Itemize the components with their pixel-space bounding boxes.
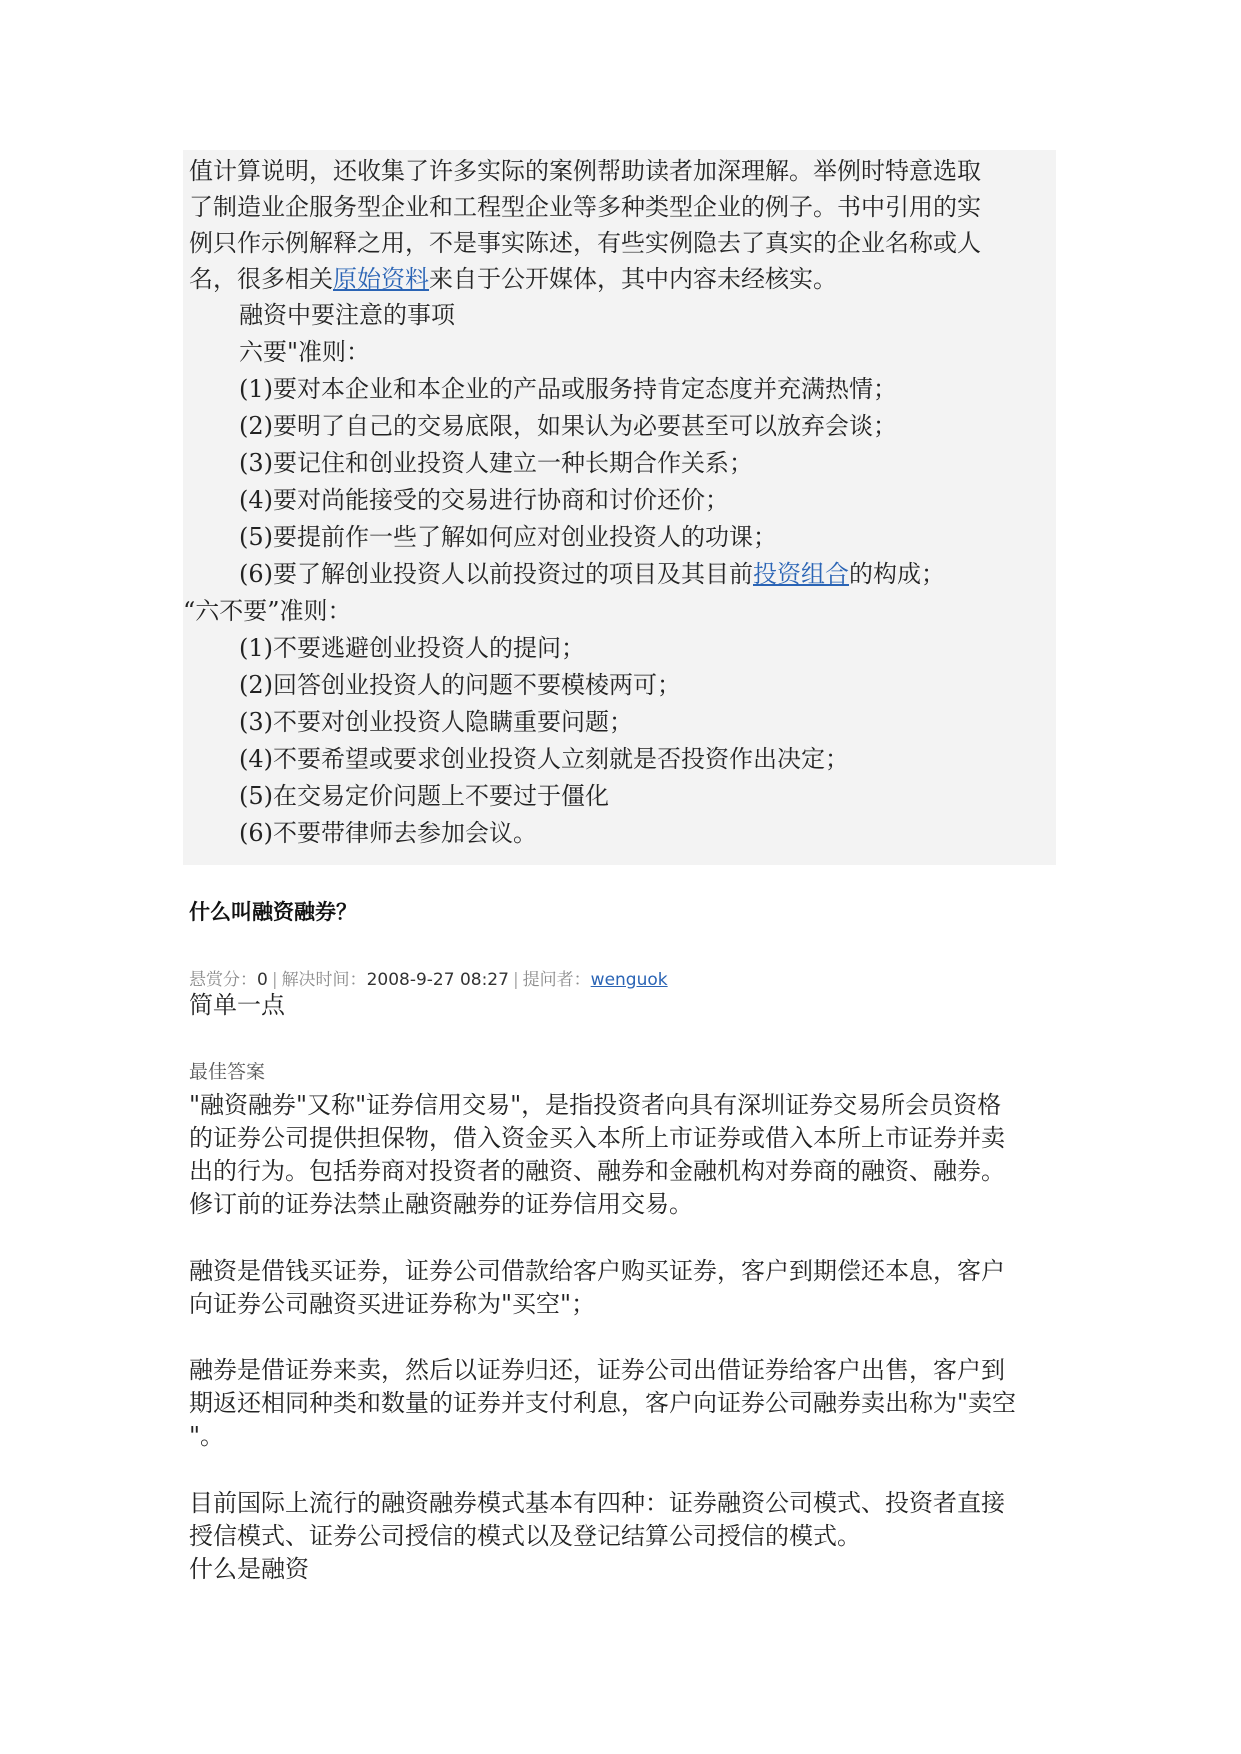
six-do-item: (5)要提前作一些了解如何应对创业投资人的功课；	[239, 523, 777, 551]
six-do-text: 的构成；	[849, 560, 945, 588]
answer-line: 融券是借证券来卖，然后以证券归还，证券公司出借证券给客户出售，客户到	[189, 1356, 1005, 1384]
answer-line: 出的行为。包括券商对投资者的融资、融券和金融机构对券商的融资、融券。	[189, 1157, 1005, 1185]
notes-heading: 融资中要注意的事项	[239, 301, 455, 329]
answer-line: 期返还相同种类和数量的证券并支付利息，客户向证券公司融券卖出称为"卖空	[189, 1389, 1017, 1417]
six-dont-item: (3)不要对创业投资人隐瞒重要问题；	[239, 708, 633, 736]
answer-line: 的证券公司提供担保物，借入资金买入本所上市证券或借入本所上市证券并卖	[189, 1124, 1005, 1152]
answer-line: 目前国际上流行的融资融券模式基本有四种：证券融资公司模式、投资者直接	[189, 1489, 1005, 1517]
six-do-text: (6)要了解创业投资人以前投资过的项目及其目前	[239, 560, 753, 588]
solved-time: 2008-9-27 08:27	[366, 970, 509, 990]
six-dont-title: “六不要”准则：	[183, 597, 352, 625]
six-dont-item: (4)不要希望或要求创业投资人立刻就是否投资作出决定；	[239, 745, 849, 773]
six-dont-item: (5)在交易定价问题上不要过于僵化	[239, 782, 609, 810]
intro-line: 了制造业企服务型企业和工程型企业等多种类型企业的例子。书中引用的实	[189, 193, 981, 221]
six-do-item: (2)要明了自己的交易底限，如果认为必要甚至可以放弃会谈；	[239, 412, 897, 440]
meta-divider: |	[271, 970, 278, 990]
answer-line: "。	[189, 1422, 225, 1450]
reward-label: 悬赏分：	[189, 970, 257, 990]
original-materials-link[interactable]: 原始资料	[333, 265, 429, 293]
answer-line: 修订前的证券法禁止融资融券的证券信用交易。	[189, 1190, 693, 1218]
intro-line	[189, 261, 837, 297]
meta-divider: |	[512, 970, 519, 990]
answer-line: 授信模式、证券公司授信的模式以及登记结算公司授信的模式。	[189, 1522, 861, 1550]
intro-text: 名，很多相关	[189, 265, 333, 293]
answer-trailing-line: 什么是融资	[189, 1555, 309, 1583]
asker-label: 提问者：	[522, 970, 591, 990]
intro-text: 来自于公开媒体，其中内容未经核实。	[429, 265, 837, 293]
six-do-item: (3)要记住和创业投资人建立一种长期合作关系；	[239, 449, 753, 477]
reward-value: 0	[257, 970, 268, 990]
asker-link[interactable]: wenguok	[590, 970, 668, 990]
six-dont-item: (2)回答创业投资人的问题不要模棱两可；	[239, 671, 681, 699]
intro-line: 例只作示例解释之用，不是事实陈述，有些实例隐去了真实的企业名称或人	[189, 229, 981, 257]
question-title: 什么叫融资融券？	[189, 900, 357, 924]
six-dont-item: (1)不要逃避创业投资人的提问；	[239, 634, 585, 662]
six-do-title: 六要"准则：	[239, 338, 371, 366]
answer-line: 融资是借钱买证券，证券公司借款给客户购买证券，客户到期偿还本息，客户	[189, 1257, 1005, 1285]
six-do-item: (4)要对尚能接受的交易进行协商和讨价还价；	[239, 486, 729, 514]
six-dont-item: (6)不要带律师去参加会议。	[239, 819, 537, 847]
investment-portfolio-link[interactable]: 投资组合	[753, 560, 849, 588]
six-do-item: (1)要对本企业和本企业的产品或服务持肯定态度并充满热情；	[239, 375, 897, 403]
intro-line: 值计算说明，还收集了许多实际的案例帮助读者加深理解。举例时特意选取	[189, 157, 981, 185]
answer-line: "融资融券"又称"证券信用交易"，是指投资者向具有深圳证券交易所会员资格	[189, 1091, 1002, 1119]
six-do-item	[239, 556, 945, 592]
answer-line: 向证券公司融资买进证券称为"买空"；	[189, 1290, 596, 1318]
best-answer-label: 最佳答案	[189, 1061, 266, 1083]
solved-label: 解决时间：	[281, 970, 367, 990]
question-detail: 简单一点	[189, 991, 285, 1019]
